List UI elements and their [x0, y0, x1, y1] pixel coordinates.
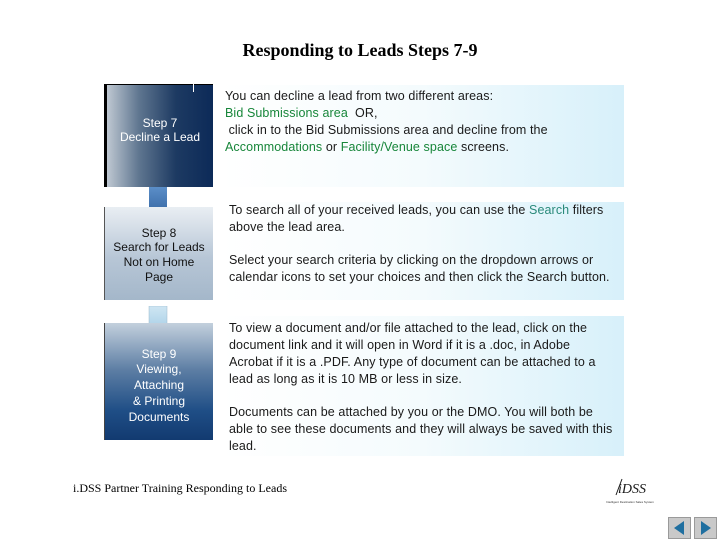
decline-line-4: [225, 139, 620, 156]
step-8-label-3: Page: [144, 270, 174, 284]
search-text-b: filters above the lead area.: [229, 203, 604, 234]
search-para-2: Select your search criteria by clicking on the dropdown arrows or calendar icons to set your choices and then click the Search button.: [229, 253, 610, 284]
search-link[interactable]: Search: [529, 203, 570, 217]
accommodations-link[interactable]: Accommodations: [225, 140, 323, 154]
facility-venue-link[interactable]: Facility/Venue space: [340, 140, 458, 154]
footer-text: i.DSS Partner Training Responding to Leads: [73, 481, 288, 495]
step-8-title: Step 8: [141, 226, 177, 240]
page-title: Responding to Leads Steps 7-9: [242, 40, 478, 60]
bid-submissions-link[interactable]: Bid Submissions area: [225, 106, 348, 120]
step-8-box: [104, 207, 213, 300]
logo-tagline: Intelligent Destination Sales System: [606, 500, 654, 504]
step-8-label-2: Not on Home: [123, 255, 195, 269]
or-text: OR,: [347, 106, 378, 120]
step-8-description: [221, 202, 624, 300]
screens-text: screens.: [457, 140, 510, 154]
step-9-label-2: Attaching: [133, 378, 185, 392]
step-9-title: Step 9: [141, 347, 177, 361]
step-9-label-1: Viewing,: [136, 362, 182, 376]
step-8-label-1: Search for Leads: [113, 240, 205, 254]
next-slide-button[interactable]: [694, 517, 717, 539]
step-7-label: Decline a Lead: [119, 130, 201, 144]
documents-para-2: Documents can be attached by you or the DMO. You will both be able to see these documents and they will always be saved with this lead.: [229, 405, 613, 453]
previous-slide-button[interactable]: [668, 517, 691, 539]
step-7-box: [104, 84, 213, 187]
triangle-right-icon: [695, 518, 716, 538]
documents-para-1: To view a document and/or file attached to the lead, click on the document link and it will open in Word if it is a .doc, in Adobe Acrobat if it is a .PDF. Any type of document can be attached to a lead as long as it is 10 MB or less in size.: [229, 321, 596, 386]
step-7-description: [221, 85, 624, 187]
step-9-label-3: & Printing: [132, 394, 186, 408]
decline-line-3: click in to the Bid Submissions area and decline from the: [225, 123, 548, 137]
step-9-description: [221, 316, 624, 456]
or-connector: or: [322, 140, 341, 154]
decline-line-2: [225, 105, 620, 122]
step-9-label-4: Documents: [128, 410, 190, 424]
search-text-a: To search all of your received leads, you can use the: [229, 203, 530, 217]
search-para-1: [229, 202, 616, 236]
idss-logo: [604, 476, 656, 506]
logo-mark: iDSS: [618, 482, 646, 497]
step-9-box: [104, 323, 213, 440]
triangle-left-icon: [669, 518, 690, 538]
divider-tick: [193, 83, 194, 92]
step-7-title: Step 7: [142, 116, 178, 130]
decline-intro: You can decline a lead from two different areas:: [225, 89, 494, 103]
